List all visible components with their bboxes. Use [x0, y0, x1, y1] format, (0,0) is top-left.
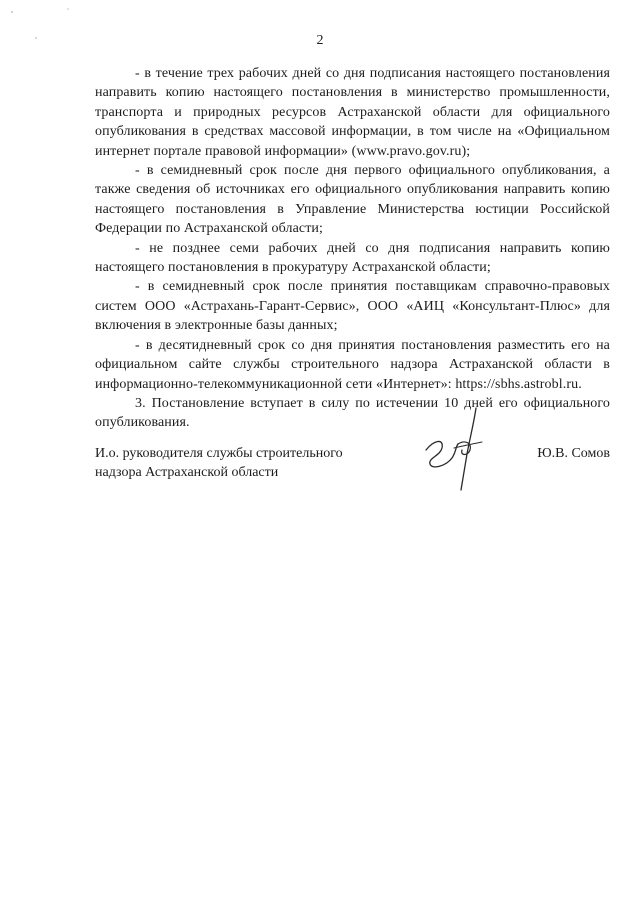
paragraph: - не позднее семи рабочих дней со дня подписания направить копию настоящего постановления в прокуратуру Астраханской области; — [95, 240, 610, 276]
paragraph: - в десятидневный срок со дня принятия постановления разместить его на официальном сайте службы строительного надзора Астраханской области в информационно-телекоммуникационной сети «Интернет»: https://sbhs.astrobl.ru. — [95, 337, 610, 392]
signature-block — [95, 444, 610, 514]
signatory-title-line: надзора Астраханской области — [95, 465, 279, 481]
document-body — [95, 64, 610, 433]
signatory-title — [95, 444, 385, 483]
scan-speck — [11, 11, 13, 13]
paragraph: - в семидневный срок после принятия поставщикам справочно-правовых систем ООО «Астрахань-Гарант-Сервис», ООО «АИЦ «Консультант-Плюс» для включения в электронные базы данных; — [95, 279, 610, 334]
paragraph: 3. Постановление вступает в силу по истечении 10 дней его официального опубликования. — [95, 395, 610, 431]
scan-speck — [67, 8, 68, 9]
handwritten-signature — [420, 404, 490, 494]
signatory-name: Ю.В. Сомов — [537, 446, 610, 461]
paragraph: - в течение трех рабочих дней со дня подписания настоящего постановления направить копию настоящего постановления в министерство промышленности, транспорта и природных ресурсов Астраханской области для официального опубликования в средствах массовой информации, в том числе на «Официальном интернет портале правовой информации» (www.pravo.gov.ru); — [95, 66, 610, 159]
signatory-title-line: И.о. руководителя службы строительного — [95, 446, 343, 461]
signature-stroke — [461, 408, 476, 490]
signature-stroke — [426, 441, 458, 466]
paragraph: - в семидневный срок после дня первого официального опубликования, а также сведения об источниках его официального опубликования направить копию настоящего постановления в Управление Министерства юстиции Российской Федерации по Астраханской области; — [95, 163, 610, 237]
page-number: 2 — [316, 33, 324, 48]
